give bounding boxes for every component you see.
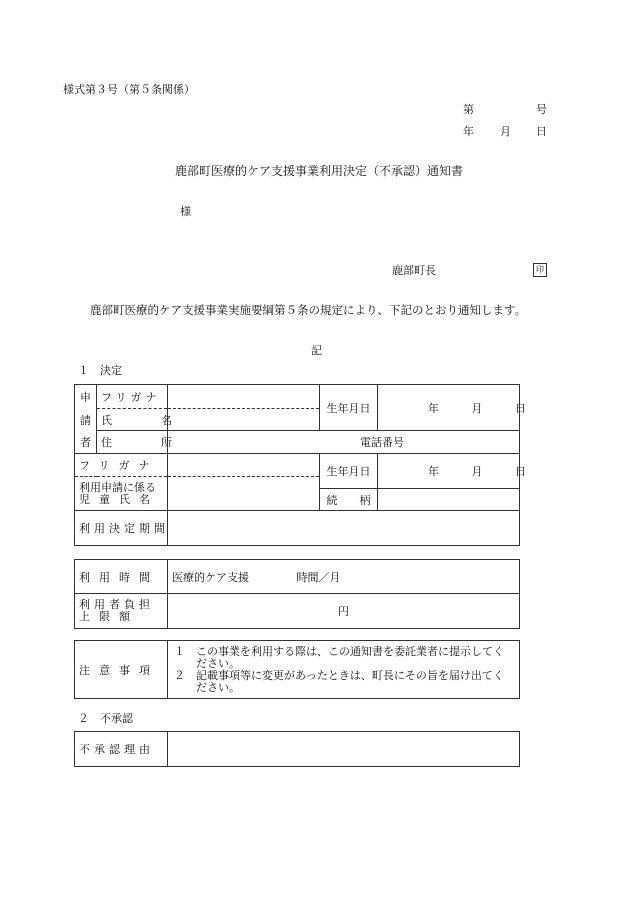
period-label: 利用決定期間 <box>75 511 168 546</box>
note-item-1: １ この事業を利用する際は、この通知書を委託業者に提示してください。 <box>174 644 504 670</box>
document-title: 鹿部町医療的ケア支援事業利用決定（不承認）通知書 <box>175 164 464 178</box>
notes-content <box>168 641 520 699</box>
section-decision-heading: １ 決定 <box>78 364 122 377</box>
usage-time-value: 医療的ケア支援 <box>172 570 249 584</box>
recipient-suffix: 様 <box>180 205 191 218</box>
applicant-name-label: 氏 名 <box>97 409 168 431</box>
applicant-birthdate-label: 生年月日 <box>320 385 378 431</box>
child-birth-year: 年 <box>428 465 439 478</box>
section-rejection-heading: ２ 不承認 <box>78 712 133 725</box>
burden-label-line1: 利用者負担 <box>79 598 154 611</box>
child-birthdate-label: 生年月日 <box>320 454 378 489</box>
seal-icon: 印 <box>533 263 547 277</box>
burden-unit: 円 <box>338 605 349 618</box>
date-year-label: 年 <box>463 125 474 138</box>
child-name-field[interactable] <box>168 477 320 511</box>
applicant-birth-day: 日 <box>515 401 526 415</box>
child-name-label-line2: 児童氏名 <box>79 492 159 506</box>
note-item-2: ２ 記載事項等に変更があったときは、町長にその旨を届け出てください。 <box>174 668 504 694</box>
applicant-address-field[interactable] <box>168 431 520 454</box>
rejection-table <box>74 731 520 767</box>
applicant-phone-label: 電話番号 <box>360 436 404 449</box>
burden-label <box>75 594 168 629</box>
period-field[interactable] <box>168 511 520 546</box>
child-birthdate-field[interactable] <box>378 454 526 489</box>
rejection-label: 不承認理由 <box>75 732 168 767</box>
form-number: 様式第３号（第５条関係） <box>63 83 195 96</box>
child-birth-day: 日 <box>515 465 526 478</box>
applicant-birth-year: 年 <box>428 401 439 415</box>
burden-field[interactable] <box>168 594 520 629</box>
child-name-label <box>75 477 168 511</box>
child-furigana-field[interactable] <box>168 454 320 477</box>
ki-label: 記 <box>311 344 322 357</box>
usage-time-field[interactable] <box>168 560 520 594</box>
notes-label: 注意事項 <box>75 641 168 699</box>
applicant-birth-month: 月 <box>471 401 483 415</box>
applicant-name-field[interactable] <box>168 409 320 431</box>
number-suffix: 号 <box>536 103 547 116</box>
notes-table <box>74 640 520 699</box>
date-day-label: 日 <box>536 125 547 138</box>
usage-table <box>74 559 520 629</box>
seal-mark <box>533 262 547 277</box>
child-furigana-label: フリガナ <box>75 454 168 477</box>
applicant-label-3: 者 <box>75 431 97 454</box>
child-relation-field[interactable] <box>378 489 520 511</box>
applicant-furigana-label: フリガナ <box>97 385 168 409</box>
child-birth-month: 月 <box>471 465 483 478</box>
applicant-address-label: 住 所 <box>97 431 168 454</box>
burden-label-line2: 上限額 <box>79 610 139 623</box>
intro-text: 鹿部町医療的ケア支援事業実施要綱第５条の規定により、下記のとおり通知します。 <box>90 303 527 317</box>
usage-time-unit: 時間／月 <box>296 570 341 584</box>
child-relation-label: 続 柄 <box>320 489 378 511</box>
usage-time-label: 利用時間 <box>75 560 168 594</box>
sender-label: 鹿部町長 <box>392 264 436 277</box>
applicant-furigana-field[interactable] <box>168 385 320 409</box>
number-prefix: 第 <box>463 103 474 116</box>
applicant-label-2: 請 <box>75 409 97 431</box>
date-month-label: 月 <box>500 125 511 138</box>
rejection-field[interactable] <box>168 732 520 767</box>
applicant-label-1: 申 <box>75 385 97 409</box>
applicant-birthdate-field[interactable] <box>378 385 526 431</box>
child-name-label-line1: 利用申請に係る <box>79 480 156 494</box>
decision-table <box>74 384 526 546</box>
